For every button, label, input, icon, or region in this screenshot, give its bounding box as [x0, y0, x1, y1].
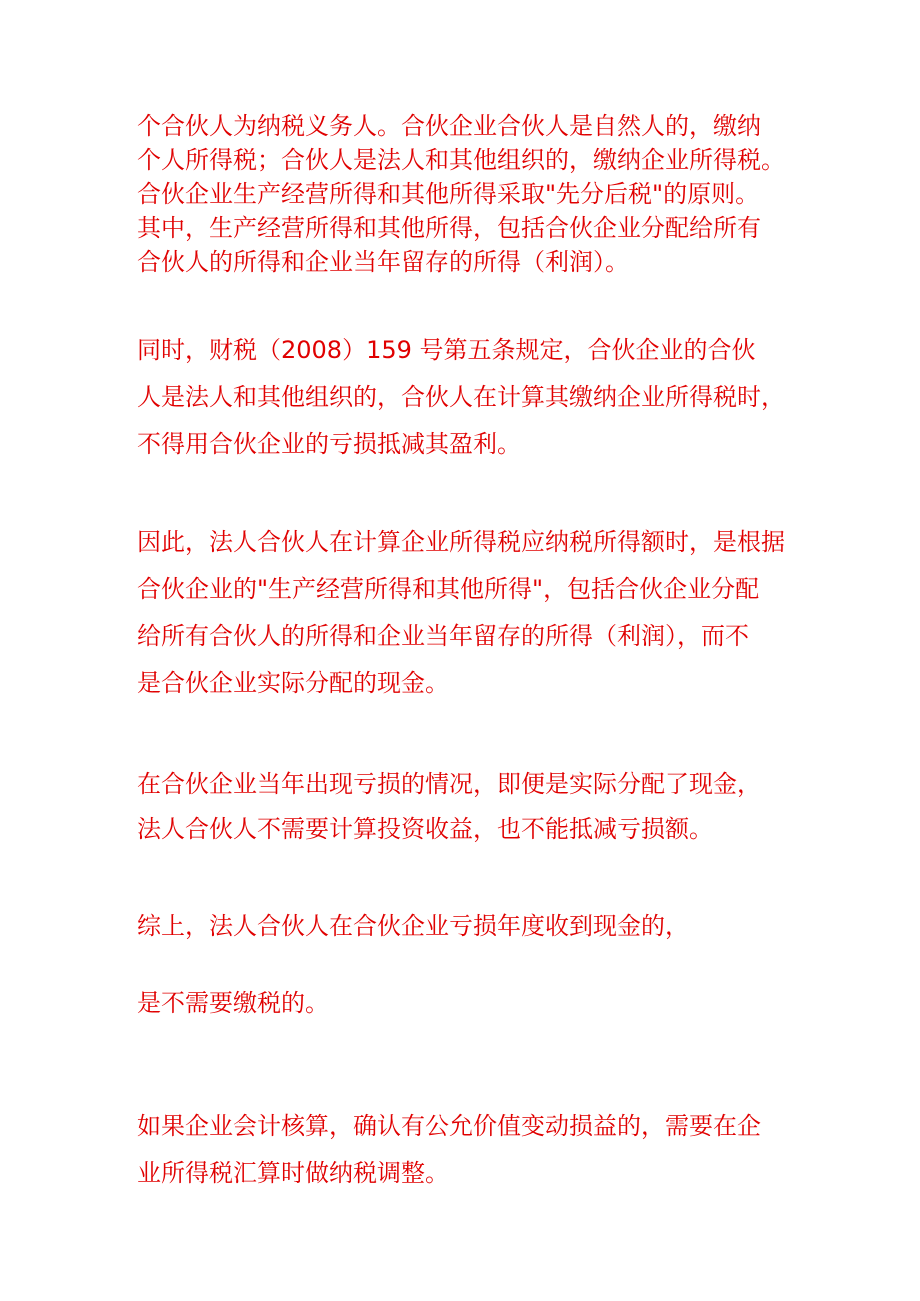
text-line: 综上，法人合伙人在合伙企业亏损年度收到现金的， — [137, 912, 689, 940]
text-line: 法人合伙人不需要计算投资收益，也不能抵减亏损额。 — [137, 815, 713, 843]
text-line: 是合伙企业实际分配的现金。 — [137, 669, 449, 697]
paragraph-loss-year — [137, 762, 817, 852]
text-line: 合伙人的所得和企业当年留存的所得（利润）。 — [137, 248, 629, 276]
paragraph-fair-value-adjustment — [137, 1103, 817, 1197]
text-line: 合伙企业生产经营所得和其他所得采取"先分后税"的原则。 — [137, 180, 760, 208]
text-line: 在合伙企业当年出现亏损的情况，即便是实际分配了现金， — [137, 770, 761, 798]
text-line: 其中，生产经营所得和其他所得，包括合伙企业分配给所有 — [137, 214, 761, 242]
paragraph-summary-conclusion — [137, 981, 817, 1026]
text-line: 同时，财税（2008）159 号第五条规定，合伙企业的合伙 — [137, 336, 756, 364]
text-line: 如果企业会计核算，确认有公允价值变动损益的，需要在企 — [137, 1112, 761, 1140]
text-line: 是不需要缴税的。 — [137, 989, 329, 1017]
paragraph-regulation-159 — [137, 327, 817, 468]
text-line: 个人所得税；合伙人是法人和其他组织的，缴纳企业所得税。 — [137, 146, 785, 174]
text-line: 因此，法人合伙人在计算企业所得税应纳税所得额时，是根据 — [137, 528, 785, 556]
text-line: 给所有合伙人的所得和企业当年留存的所得（利润），而不 — [137, 622, 749, 650]
text-line: 个合伙人为纳税义务人。合伙企业合伙人是自然人的，缴纳 — [137, 112, 761, 140]
paragraph-summary — [137, 904, 817, 949]
paragraph-partnership-taxation — [137, 109, 817, 279]
paragraph-taxable-income-basis — [137, 519, 817, 707]
text-line: 业所得税汇算时做纳税调整。 — [137, 1159, 449, 1187]
text-line: 人是法人和其他组织的，合伙人在计算其缴纳企业所得税时， — [137, 383, 785, 411]
text-line: 合伙企业的"生产经营所得和其他所得"，包括合伙企业分配 — [137, 575, 760, 603]
text-line: 不得用合伙企业的亏损抵减其盈利。 — [137, 430, 521, 458]
